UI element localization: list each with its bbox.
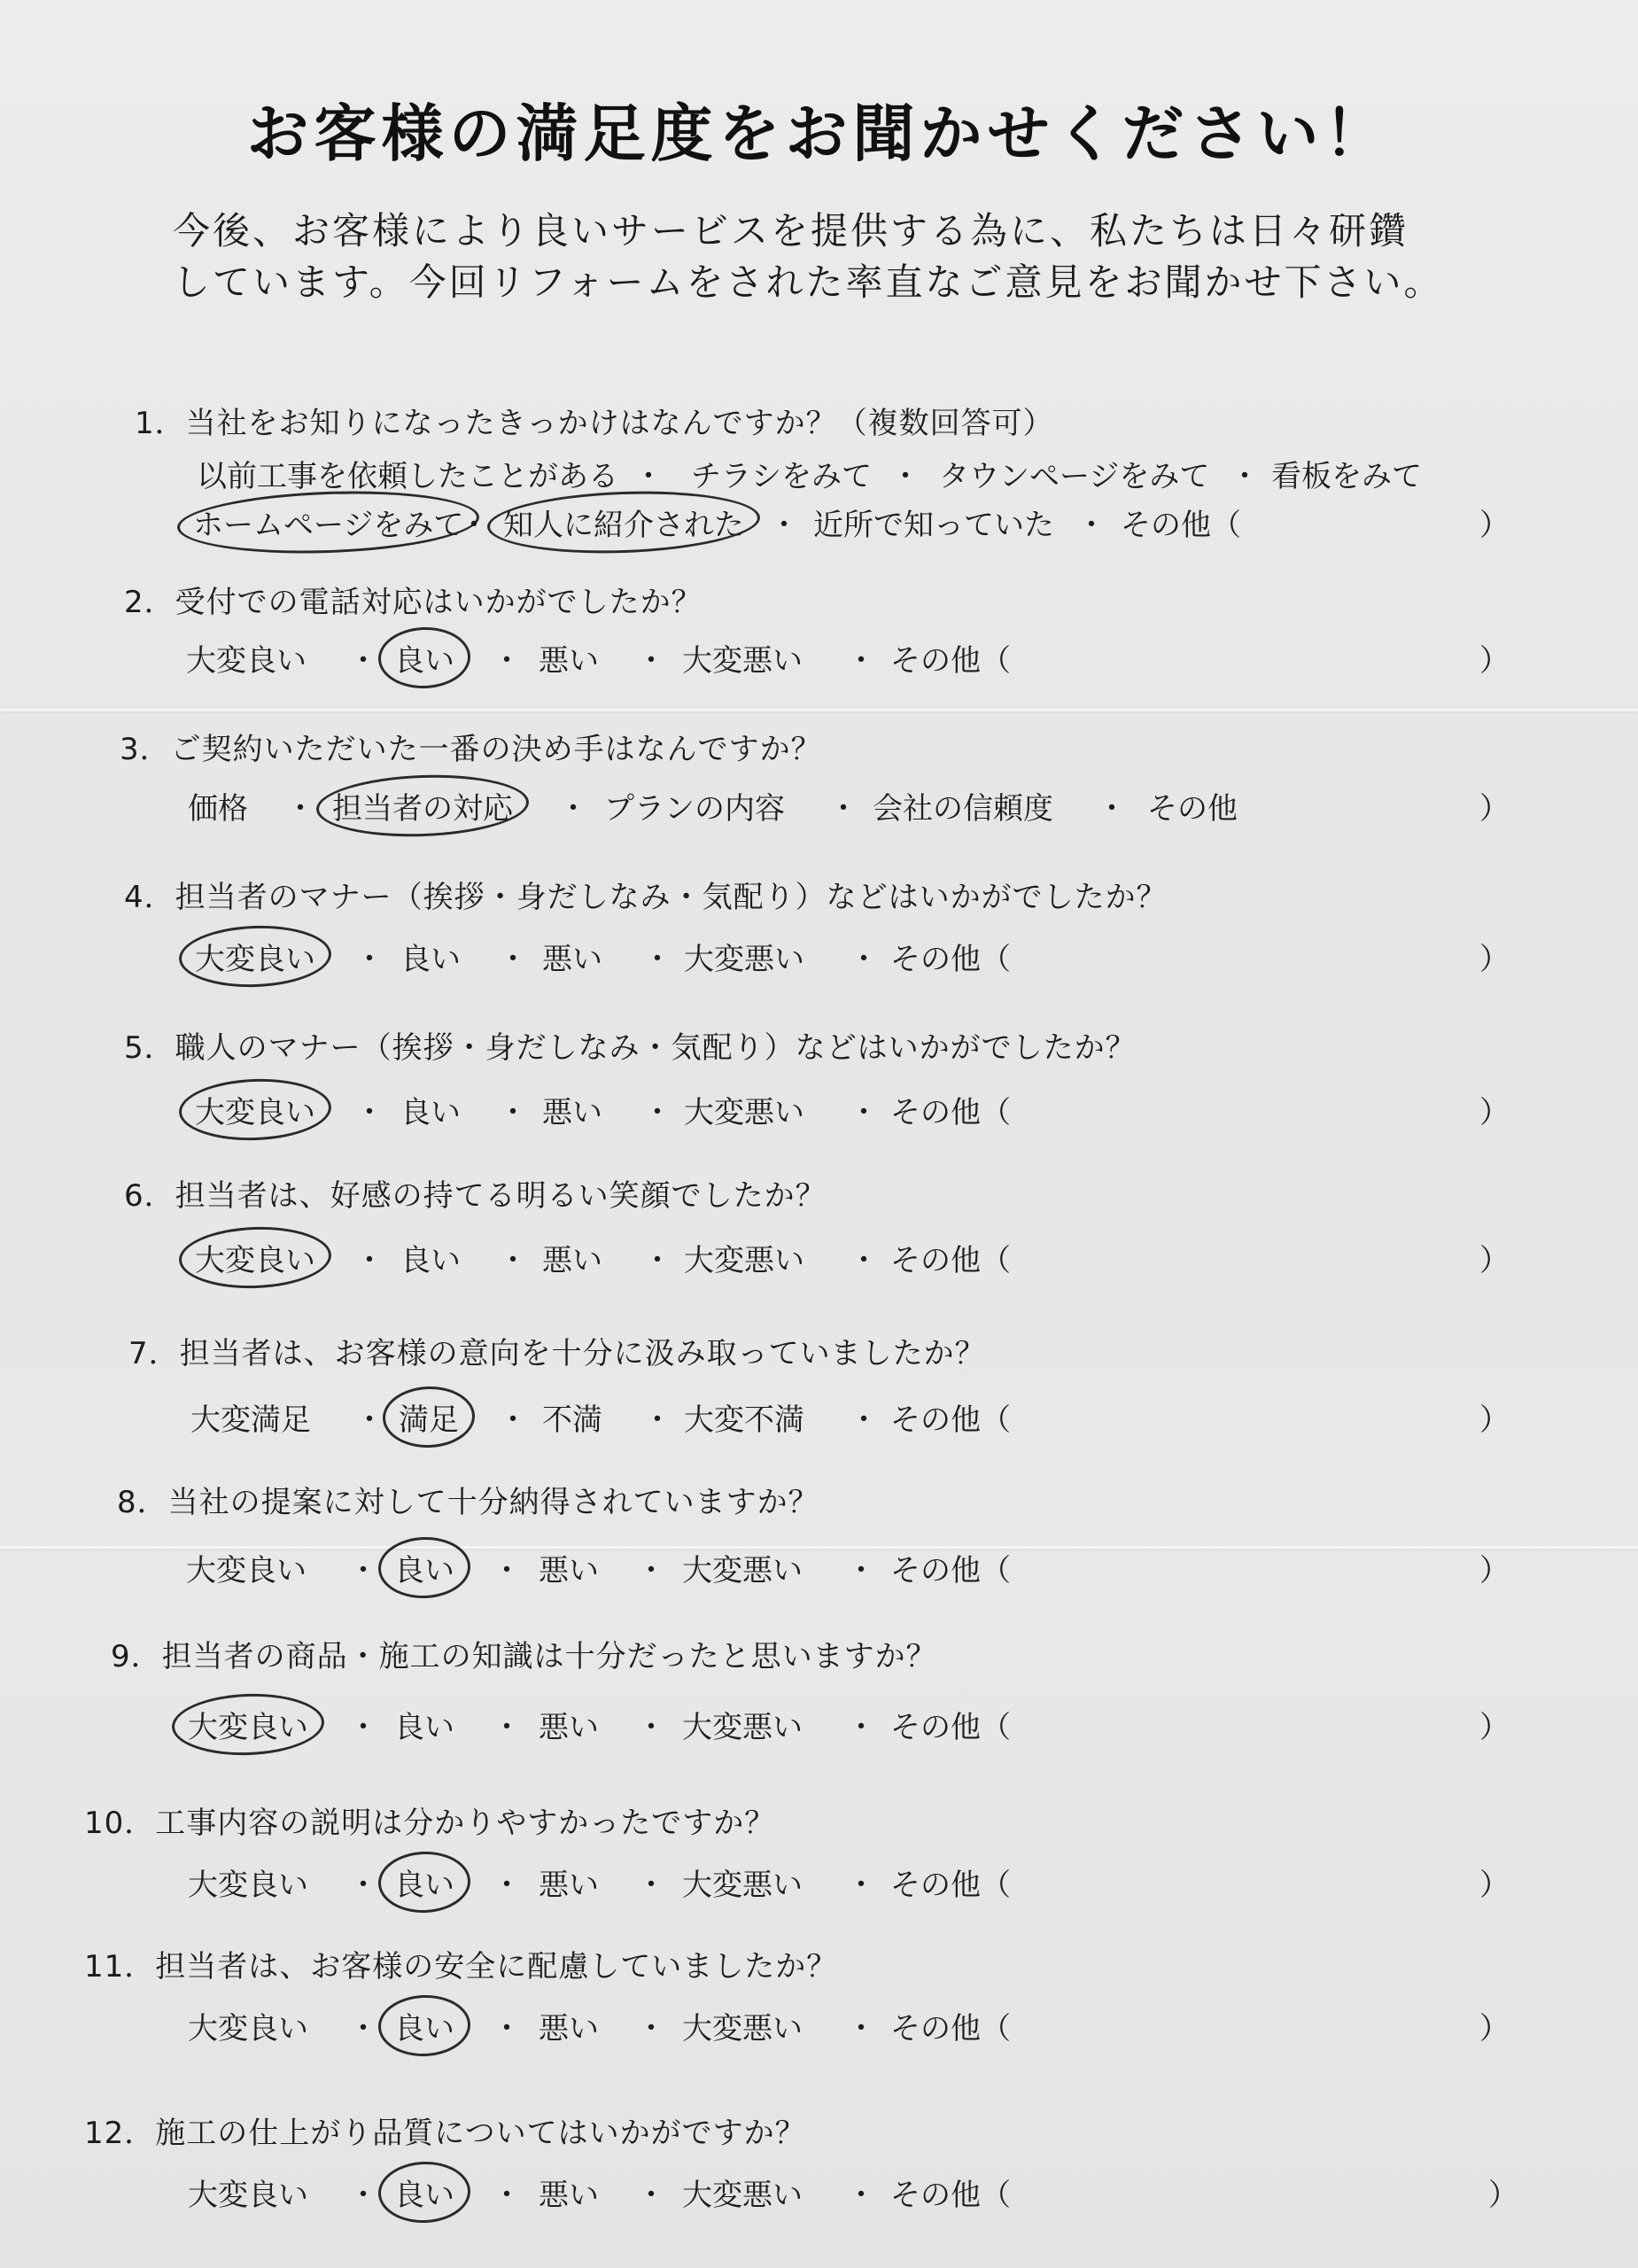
option-separator: ・ xyxy=(849,1095,879,1130)
intro-line-1: 今後、お客様により良いサービスを提供する為に、私たちは日々研鑽 xyxy=(173,209,1409,252)
question-11-option[interactable]: 良い xyxy=(394,2004,454,2047)
question-3-option[interactable]: その他 xyxy=(1147,791,1238,827)
other-close-paren: ） xyxy=(1479,508,1510,543)
question-11-option[interactable]: その他（ xyxy=(890,2011,1011,2047)
question-3-text: 3．ご契約いただいた一番の決め手はなんですか？ xyxy=(120,732,822,767)
option-separator: ・ xyxy=(636,2178,666,2213)
option-separator: ・ xyxy=(636,1710,666,1745)
question-1-option[interactable]: 近所で知っていた xyxy=(813,508,1054,543)
question-6-option[interactable]: 大変悪い xyxy=(684,1243,804,1278)
question-5-text: 5．職人のマナー（挨拶・身だしなみ・気配り）などはいかがでしたか？ xyxy=(124,1030,1137,1066)
option-separator: ・ xyxy=(348,643,378,679)
option-separator: ・ xyxy=(492,1553,522,1588)
question-5-option[interactable]: 大変悪い xyxy=(684,1095,804,1130)
question-10-option[interactable]: その他（ xyxy=(890,1868,1011,1903)
question-8-option[interactable]: 悪い xyxy=(539,1553,599,1588)
question-8-text: 8．当社の提案に対して十分納得されていますか？ xyxy=(117,1485,819,1520)
other-close-paren: ） xyxy=(1479,1553,1510,1588)
option-separator: ・ xyxy=(1097,791,1127,827)
option-separator: ・ xyxy=(348,2178,378,2213)
question-5-option[interactable]: その他（ xyxy=(890,1095,1011,1130)
question-3-option[interactable]: 会社の信頼度 xyxy=(873,791,1053,827)
option-separator: ・ xyxy=(498,1095,528,1130)
question-1-option[interactable]: 看板をみて xyxy=(1271,459,1422,494)
question-10-text: 10．工事内容の説明は分かりやすかったですか？ xyxy=(84,1806,776,1841)
question-2-option[interactable]: 良い xyxy=(394,636,454,680)
option-separator: ・ xyxy=(492,2178,522,2213)
question-3-option[interactable]: 担当者の対応 xyxy=(332,784,513,827)
other-close-paren: ） xyxy=(1479,2011,1510,2047)
option-separator: ・ xyxy=(354,942,384,977)
intro-line-2: しています。今回リフォームをされた率直なご意見をお聞かせ下さい。 xyxy=(173,260,1444,304)
option-separator: ・ xyxy=(348,1710,378,1745)
question-1-option[interactable]: チラシをみて xyxy=(691,459,872,494)
paper-fold-line xyxy=(0,709,1638,711)
question-7-option[interactable]: 満足 xyxy=(399,1395,459,1439)
question-8-option[interactable]: 大変悪い xyxy=(682,1553,803,1588)
option-separator: ・ xyxy=(558,791,588,827)
question-9-option[interactable]: 大変良い xyxy=(188,1703,308,1746)
option-separator: ・ xyxy=(285,791,315,827)
question-7-option[interactable]: 大変満足 xyxy=(190,1402,311,1438)
option-separator: ・ xyxy=(846,2011,876,2047)
question-11-option[interactable]: 悪い xyxy=(539,2011,599,2047)
question-5-option[interactable]: 良い xyxy=(400,1095,461,1130)
question-11-option[interactable]: 大変良い xyxy=(188,2011,308,2047)
option-separator: ・ xyxy=(354,1243,384,1278)
question-7-option[interactable]: その他（ xyxy=(890,1402,1011,1438)
option-separator: ・ xyxy=(492,643,522,679)
question-10-option[interactable]: 良い xyxy=(394,1860,454,1904)
option-separator: ・ xyxy=(498,942,528,977)
question-6-option[interactable]: 良い xyxy=(400,1243,461,1278)
question-1-option[interactable]: 以前工事を依頼したことがある xyxy=(197,459,618,494)
question-2-option[interactable]: 大変悪い xyxy=(682,643,803,679)
question-5-option[interactable]: 大変良い xyxy=(195,1088,315,1131)
question-4-option[interactable]: 大変悪い xyxy=(684,942,804,977)
option-separator: ・ xyxy=(846,643,876,679)
question-9-option[interactable]: その他（ xyxy=(890,1710,1011,1745)
other-close-paren: ） xyxy=(1479,643,1510,679)
survey-title: お客様の満足度をお聞かせください！ xyxy=(246,97,1392,170)
question-9-option[interactable]: 良い xyxy=(394,1710,454,1745)
question-8-option[interactable]: その他（ xyxy=(890,1553,1011,1588)
question-4-text: 4．担当者のマナー（挨拶・身だしなみ・気配り）などはいかがでしたか？ xyxy=(124,880,1168,915)
option-separator: ・ xyxy=(642,942,672,977)
question-7-option[interactable]: 大変不満 xyxy=(684,1402,804,1438)
question-5-option[interactable]: 悪い xyxy=(542,1095,602,1130)
question-7-text: 7．担当者は、お客様の意向を十分に汲み取っていましたか？ xyxy=(128,1336,986,1371)
option-separator: ・ xyxy=(636,2011,666,2047)
option-separator: ・ xyxy=(890,459,920,494)
option-separator: ・ xyxy=(846,2178,876,2213)
option-separator: ・ xyxy=(1076,508,1106,543)
question-12-text: 12．施工の仕上がり品質についてはいかがですか？ xyxy=(84,2116,806,2151)
option-separator: ・ xyxy=(348,1868,378,1903)
question-9-option[interactable]: 悪い xyxy=(539,1710,599,1745)
question-4-option[interactable]: 大変良い xyxy=(195,935,315,978)
option-separator: ・ xyxy=(642,1095,672,1130)
question-4-option[interactable]: 悪い xyxy=(542,942,602,977)
question-7-option[interactable]: 不満 xyxy=(542,1402,602,1438)
question-6-option[interactable]: 大変良い xyxy=(195,1236,315,1279)
option-separator: ・ xyxy=(636,1553,666,1588)
option-separator: ・ xyxy=(492,1710,522,1745)
question-11-option[interactable]: 大変悪い xyxy=(682,2011,803,2047)
other-close-paren: ） xyxy=(1479,1095,1510,1130)
question-1-option[interactable]: タウンページをみて xyxy=(939,459,1210,494)
option-separator: ・ xyxy=(636,1868,666,1903)
option-separator: ・ xyxy=(354,1095,384,1130)
question-2-option[interactable]: 悪い xyxy=(539,643,599,679)
other-close-paren: ） xyxy=(1479,1710,1510,1745)
option-separator: ・ xyxy=(642,1402,672,1438)
question-12-option[interactable]: 良い xyxy=(394,2171,454,2214)
question-1-option[interactable]: 知人に紹介された xyxy=(503,501,744,544)
question-4-option[interactable]: その他（ xyxy=(890,942,1011,977)
question-12-option[interactable]: 大変悪い xyxy=(682,2178,803,2213)
option-separator: ・ xyxy=(498,1243,528,1278)
option-separator: ・ xyxy=(348,2011,378,2047)
option-separator: ・ xyxy=(348,1553,378,1588)
question-6-option[interactable]: 悪い xyxy=(542,1243,602,1278)
question-8-option[interactable]: 大変良い xyxy=(186,1553,307,1588)
option-separator: ・ xyxy=(849,1243,879,1278)
question-10-option[interactable]: 大変悪い xyxy=(682,1868,803,1903)
question-1-text: 1．当社をお知りになったきっかけはなんですか？（複数回答可） xyxy=(135,406,1054,441)
option-separator: ・ xyxy=(849,942,879,977)
option-separator: ・ xyxy=(846,1710,876,1745)
question-4-option[interactable]: 良い xyxy=(400,942,461,977)
option-separator: ・ xyxy=(492,2011,522,2047)
option-separator: ・ xyxy=(633,459,664,494)
other-close-paren: ） xyxy=(1479,1243,1510,1278)
other-close-paren: ） xyxy=(1488,2178,1518,2213)
question-2-option[interactable]: その他（ xyxy=(890,643,1011,679)
option-separator: ・ xyxy=(636,643,666,679)
question-3-option[interactable]: プランの内容 xyxy=(604,791,785,827)
other-close-paren: ） xyxy=(1479,1868,1510,1903)
option-separator: ・ xyxy=(459,508,489,543)
question-3-option[interactable]: 価格 xyxy=(188,791,248,827)
question-10-option[interactable]: 悪い xyxy=(539,1868,599,1903)
question-9-option[interactable]: 大変悪い xyxy=(682,1710,803,1745)
question-2-option[interactable]: 大変良い xyxy=(186,643,307,679)
option-separator: ・ xyxy=(354,1402,384,1438)
question-12-option[interactable]: その他（ xyxy=(890,2178,1011,2213)
other-close-paren: ） xyxy=(1479,791,1510,827)
question-6-option[interactable]: その他（ xyxy=(890,1243,1011,1278)
option-separator: ・ xyxy=(846,1553,876,1588)
option-separator: ・ xyxy=(769,508,799,543)
question-12-option[interactable]: 大変良い xyxy=(188,2178,308,2213)
question-8-option[interactable]: 良い xyxy=(394,1546,454,1589)
option-separator: ・ xyxy=(846,1868,876,1903)
other-close-paren: ） xyxy=(1479,942,1510,977)
other-close-paren: ） xyxy=(1479,1402,1510,1438)
question-1-option[interactable]: ホームページをみて xyxy=(193,501,463,544)
question-1-option[interactable]: その他（ xyxy=(1121,508,1241,543)
question-6-text: 6．担当者は、好感の持てる明るい笑顔でしたか？ xyxy=(124,1178,827,1214)
question-2-text: 2．受付での電話対応はいかがでしたか？ xyxy=(124,585,703,620)
question-11-text: 11．担当者は、お客様の安全に配慮していましたか？ xyxy=(84,1949,838,1984)
option-separator: ・ xyxy=(1230,459,1260,494)
option-separator: ・ xyxy=(849,1402,879,1438)
question-10-option[interactable]: 大変良い xyxy=(188,1868,308,1903)
option-separator: ・ xyxy=(642,1243,672,1278)
option-separator: ・ xyxy=(498,1402,528,1438)
question-12-option[interactable]: 悪い xyxy=(539,2178,599,2213)
question-9-text: 9．担当者の商品・施工の知識は十分だったと思いますか？ xyxy=(111,1639,937,1674)
option-separator: ・ xyxy=(828,791,858,827)
option-separator: ・ xyxy=(492,1868,522,1903)
